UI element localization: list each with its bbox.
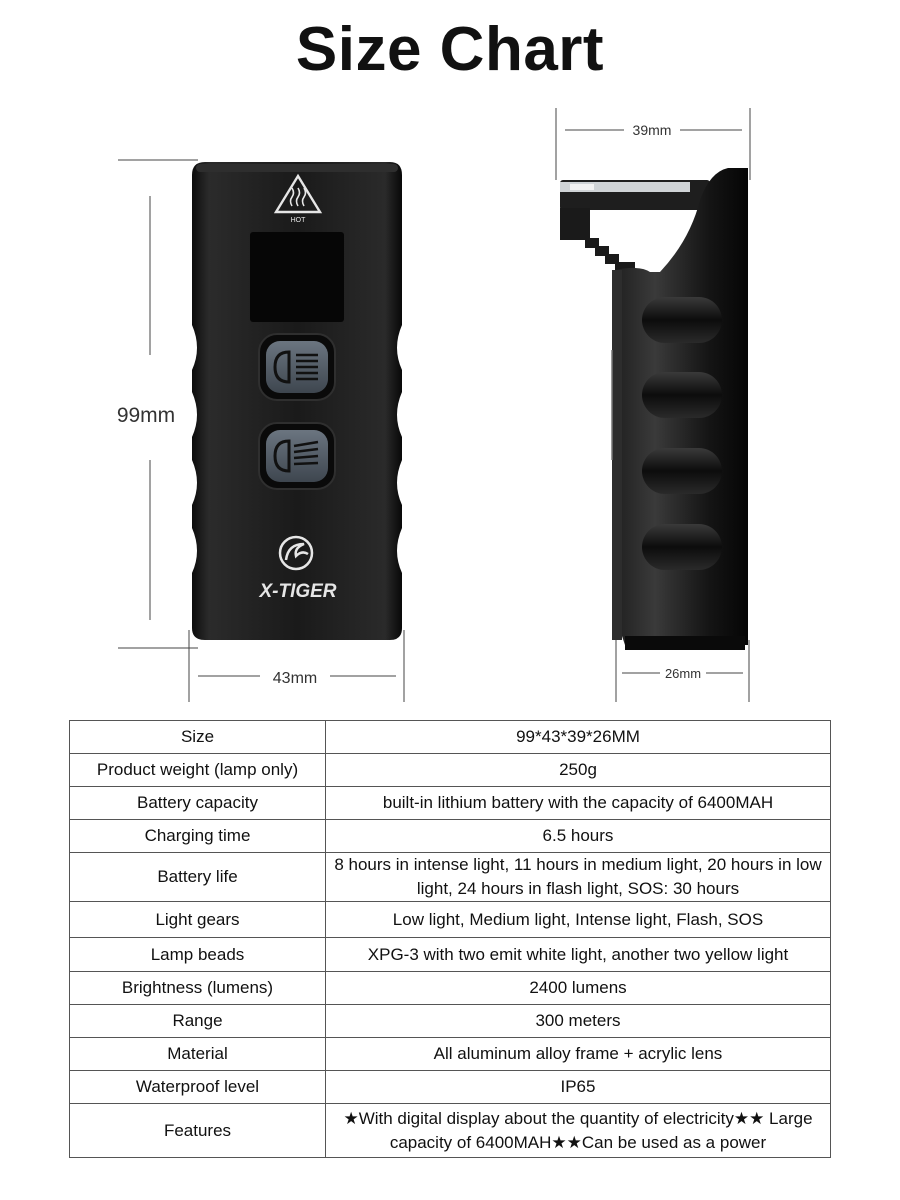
spec-label: Battery capacity (70, 787, 326, 820)
spec-value: 8 hours in intense light, 11 hours in medium light, 20 hours in low light, 24 hours in flash light, SOS: 30 hours (326, 853, 831, 902)
table-row (70, 820, 831, 853)
spec-value: 6.5 hours (326, 820, 831, 853)
table-row (70, 902, 831, 938)
table-row (70, 1071, 831, 1104)
grip-pad (642, 524, 722, 570)
spec-label: Waterproof level (70, 1071, 326, 1104)
table-row (70, 938, 831, 972)
spec-value: 250g (326, 754, 831, 787)
spec-label: Charging time (70, 820, 326, 853)
spec-label: Features (70, 1104, 326, 1158)
spec-label: Light gears (70, 902, 326, 938)
table-row (70, 754, 831, 787)
grip-pad (642, 372, 722, 418)
brand-name: X-TIGER (259, 581, 337, 602)
table-row (70, 1104, 831, 1158)
grip-pad (642, 448, 722, 494)
table-row (70, 853, 831, 902)
spec-table (69, 720, 831, 1158)
spec-value: IP65 (326, 1071, 831, 1104)
spec-value: XPG-3 with two emit white light, another two yellow light (326, 938, 831, 972)
mode-button-2 (259, 423, 335, 489)
side-view (560, 168, 748, 650)
table-row (70, 721, 831, 754)
depth-bottom-label: 26mm (664, 666, 702, 681)
spec-label: Battery life (70, 853, 326, 902)
height-label: 99mm (116, 404, 176, 427)
spec-value: built-in lithium battery with the capacity of 6400MAH (326, 787, 831, 820)
front-view (192, 162, 402, 640)
spec-label: Size (70, 721, 326, 754)
hot-label: HOT (290, 217, 306, 224)
table-row (70, 1038, 831, 1071)
grip-pad (642, 297, 722, 343)
table-row (70, 1005, 831, 1038)
width-dimension (189, 630, 404, 702)
spec-value: ★With digital display about the quantity of electricity★★ Large capacity of 6400MAH★★Can be used as a power (326, 1104, 831, 1158)
spec-value: 99*43*39*26MM (326, 721, 831, 754)
depth-top-dimension (556, 108, 750, 180)
spec-label: Range (70, 1005, 326, 1038)
spec-value: 300 meters (326, 1005, 831, 1038)
spec-label: Brightness (lumens) (70, 972, 326, 1005)
spec-label: Product weight (lamp only) (70, 754, 326, 787)
spec-label: Lamp beads (70, 938, 326, 972)
page-title: Size Chart (295, 15, 605, 84)
mode-button-1 (259, 334, 335, 400)
depth-top-label: 39mm (632, 122, 672, 138)
width-label: 43mm (272, 670, 318, 687)
table-row (70, 972, 831, 1005)
digital-display (250, 232, 344, 322)
table-row (70, 787, 831, 820)
spec-value: All aluminum alloy frame + acrylic lens (326, 1038, 831, 1071)
spec-label: Material (70, 1038, 326, 1071)
spec-value: 2400 lumens (326, 972, 831, 1005)
spec-value: Low light, Medium light, Intense light, Flash, SOS (326, 902, 831, 938)
